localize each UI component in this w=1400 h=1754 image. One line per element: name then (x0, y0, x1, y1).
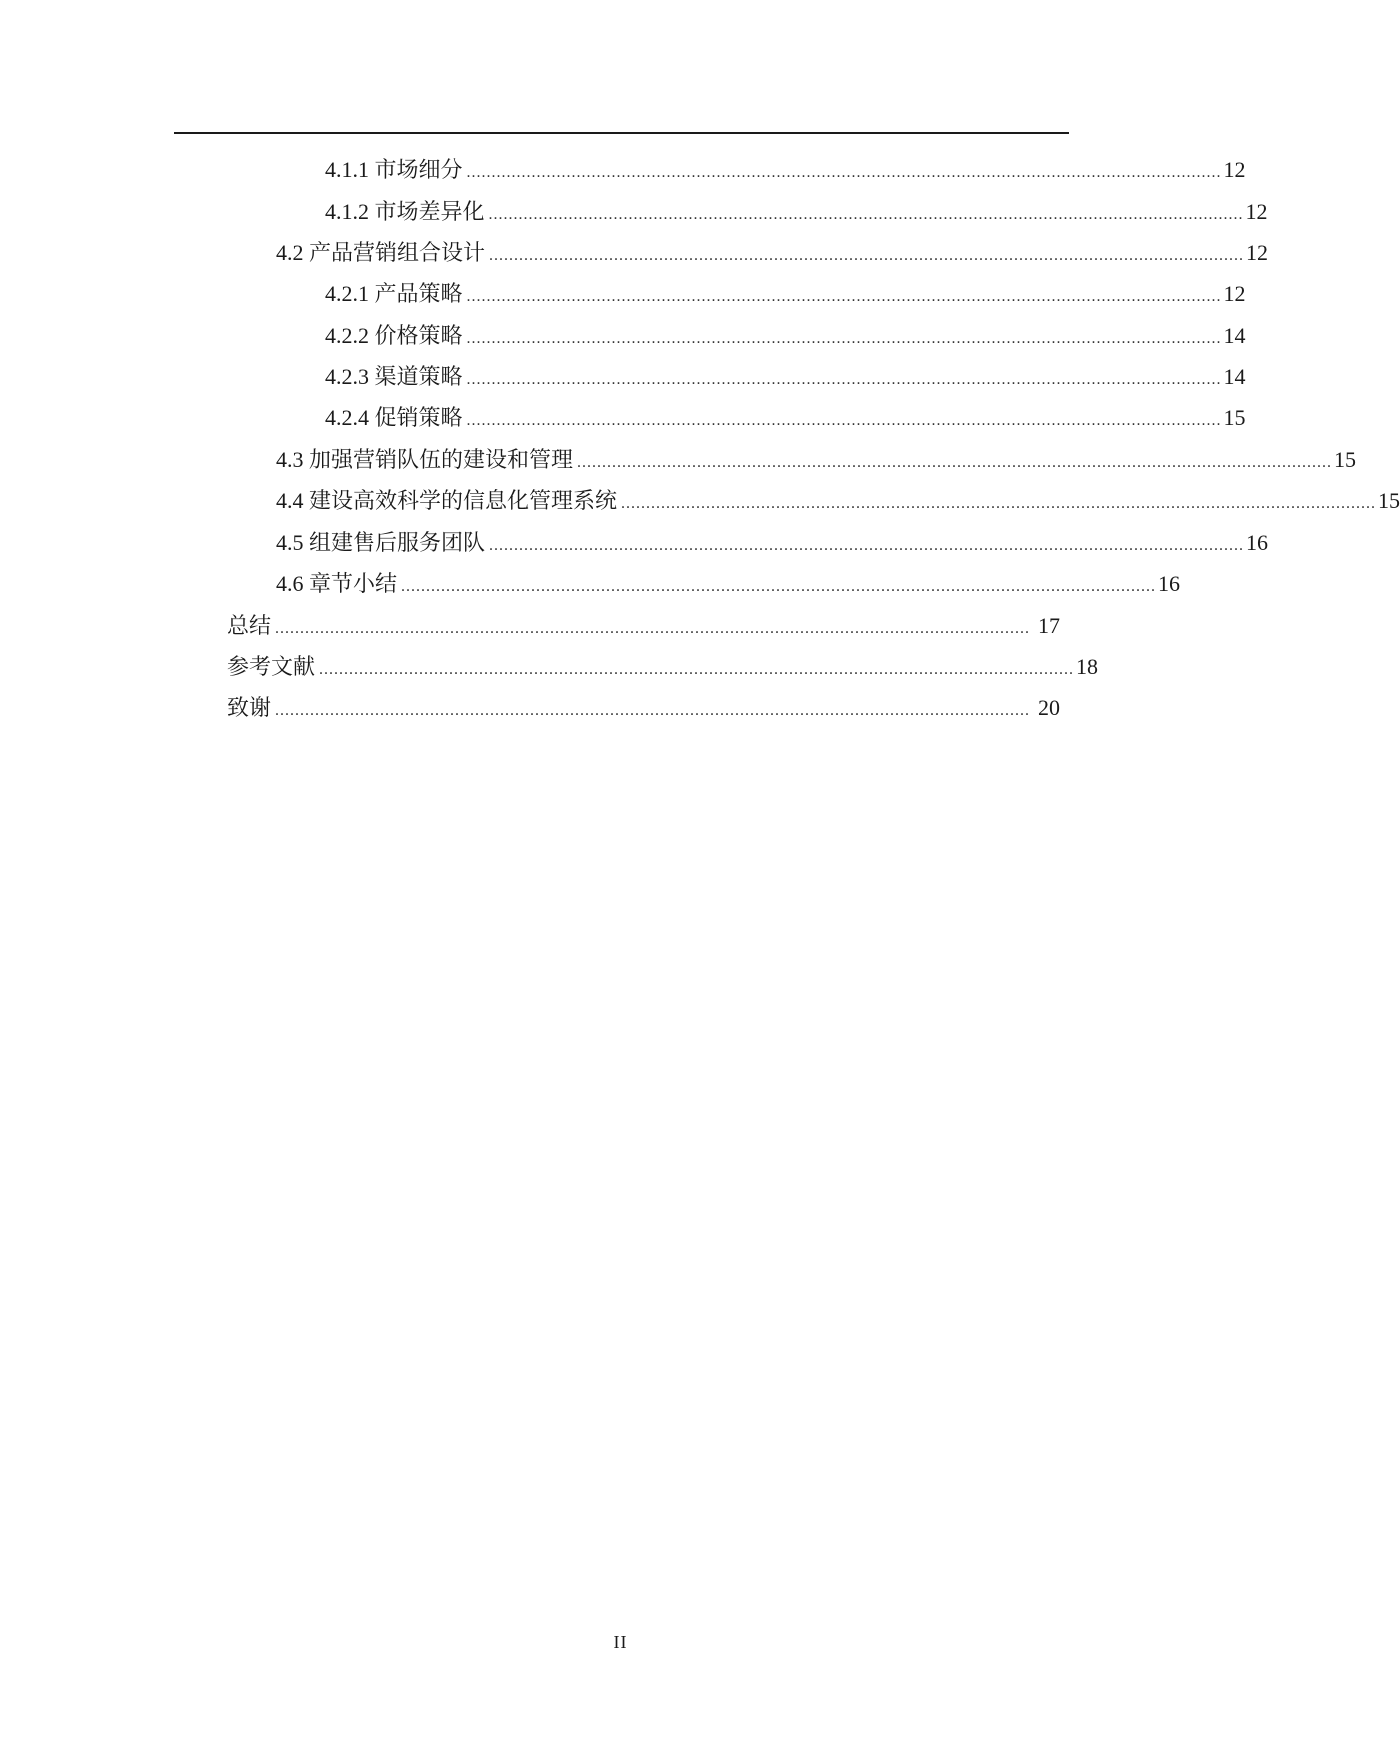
toc-entry-4-2-4[interactable] (325, 403, 1246, 433)
toc-entry-page: 16 (1158, 571, 1181, 596)
toc-entry-references[interactable] (227, 652, 1099, 682)
toc-entry-4-2-3[interactable] (325, 362, 1246, 392)
toc-entry-label: 4.2.3 渠道策略 (325, 364, 463, 389)
toc-entry-acknowledgements[interactable] (227, 693, 1060, 723)
toc-entry-4-4[interactable] (276, 486, 1400, 516)
toc-entry-page: 15 (1223, 405, 1246, 430)
toc-entry-4-5[interactable] (276, 528, 1269, 558)
toc-dot-leader: ....................................................................................................................................................... (489, 537, 1245, 554)
toc-entry-label: 4.6 章节小结 (276, 571, 398, 596)
toc-entry-label: 4.5 组建售后服务团队 (276, 530, 486, 555)
toc-entry-page: 12 (1246, 240, 1269, 265)
toc-dot-leader: ....................................................................................................................................................... (466, 164, 1222, 181)
toc-entry-4-2-2[interactable] (325, 321, 1246, 351)
toc-entry-label: 总结 (227, 613, 272, 638)
toc-entry-4-3[interactable] (276, 445, 1357, 475)
toc-dot-leader: ....................................................................................................................................................... (466, 412, 1222, 429)
toc-entry-label: 4.3 加强营销队伍的建设和管理 (276, 447, 574, 472)
toc-entry-page: 12 (1223, 281, 1246, 306)
toc-entry-label: 4.4 建设高效科学的信息化管理系统 (276, 488, 618, 513)
toc-entry-label: 4.2.1 产品策略 (325, 281, 463, 306)
toc-entry-page: 18 (1076, 654, 1099, 679)
toc-entry-4-1-2[interactable] (325, 197, 1268, 227)
toc-entry-label: 4.2.4 促销策略 (325, 405, 463, 430)
toc-dot-leader: ....................................................................................................................................................... (466, 288, 1222, 305)
toc-entry-label: 4.2 产品营销组合设计 (276, 240, 486, 265)
toc-entry-page: 14 (1223, 323, 1246, 348)
toc-dot-leader: ....................................................................................................................................................... (489, 247, 1245, 264)
toc-dot-leader: ....................................................................................................................................................... (401, 578, 1157, 595)
toc-entry-page: 14 (1223, 364, 1246, 389)
toc-dot-leader: ....................................................................................................................................................... (466, 371, 1222, 388)
toc-entry-label: 4.1.1 市场细分 (325, 157, 463, 182)
toc-entry-label: 参考文献 (227, 654, 316, 679)
toc-dot-leader: ....................................................................................................................................................... (488, 206, 1244, 223)
toc-dot-leader: ....................................................................................................................................................... (577, 454, 1333, 471)
toc-entry-page: 16 (1246, 530, 1269, 555)
toc-entry-summary[interactable] (227, 611, 1060, 641)
header-rule (174, 132, 1069, 134)
toc-entry-page: 17 (1038, 613, 1060, 638)
toc-dot-leader: ....................................................................................................................................................... (319, 661, 1075, 678)
toc-entry-page: 15 (1334, 447, 1357, 472)
toc-entry-page: 12 (1223, 157, 1246, 182)
toc-entry-label: 4.1.2 市场差异化 (325, 199, 485, 224)
toc-entry-page: 12 (1245, 199, 1268, 224)
toc-entry-4-2-1[interactable] (325, 279, 1246, 309)
toc-entry-4-1-1[interactable] (325, 155, 1246, 185)
toc-entry-4-2[interactable] (276, 238, 1269, 268)
toc-entry-label: 致谢 (227, 695, 272, 720)
toc-entry-label: 4.2.2 价格策略 (325, 323, 463, 348)
toc-entry-page: 20 (1038, 695, 1060, 720)
toc-dot-leader: ....................................................................................................................................................... (275, 702, 1031, 719)
toc-entry-page: 15 (1378, 488, 1400, 513)
toc-dot-leader: ....................................................................................................................................................... (275, 620, 1031, 637)
page-number: II (613, 1632, 628, 1652)
toc-dot-leader: ....................................................................................................................................................... (621, 495, 1377, 512)
toc-dot-leader: ....................................................................................................................................................... (466, 330, 1222, 347)
toc-entry-4-6[interactable] (276, 569, 1181, 599)
